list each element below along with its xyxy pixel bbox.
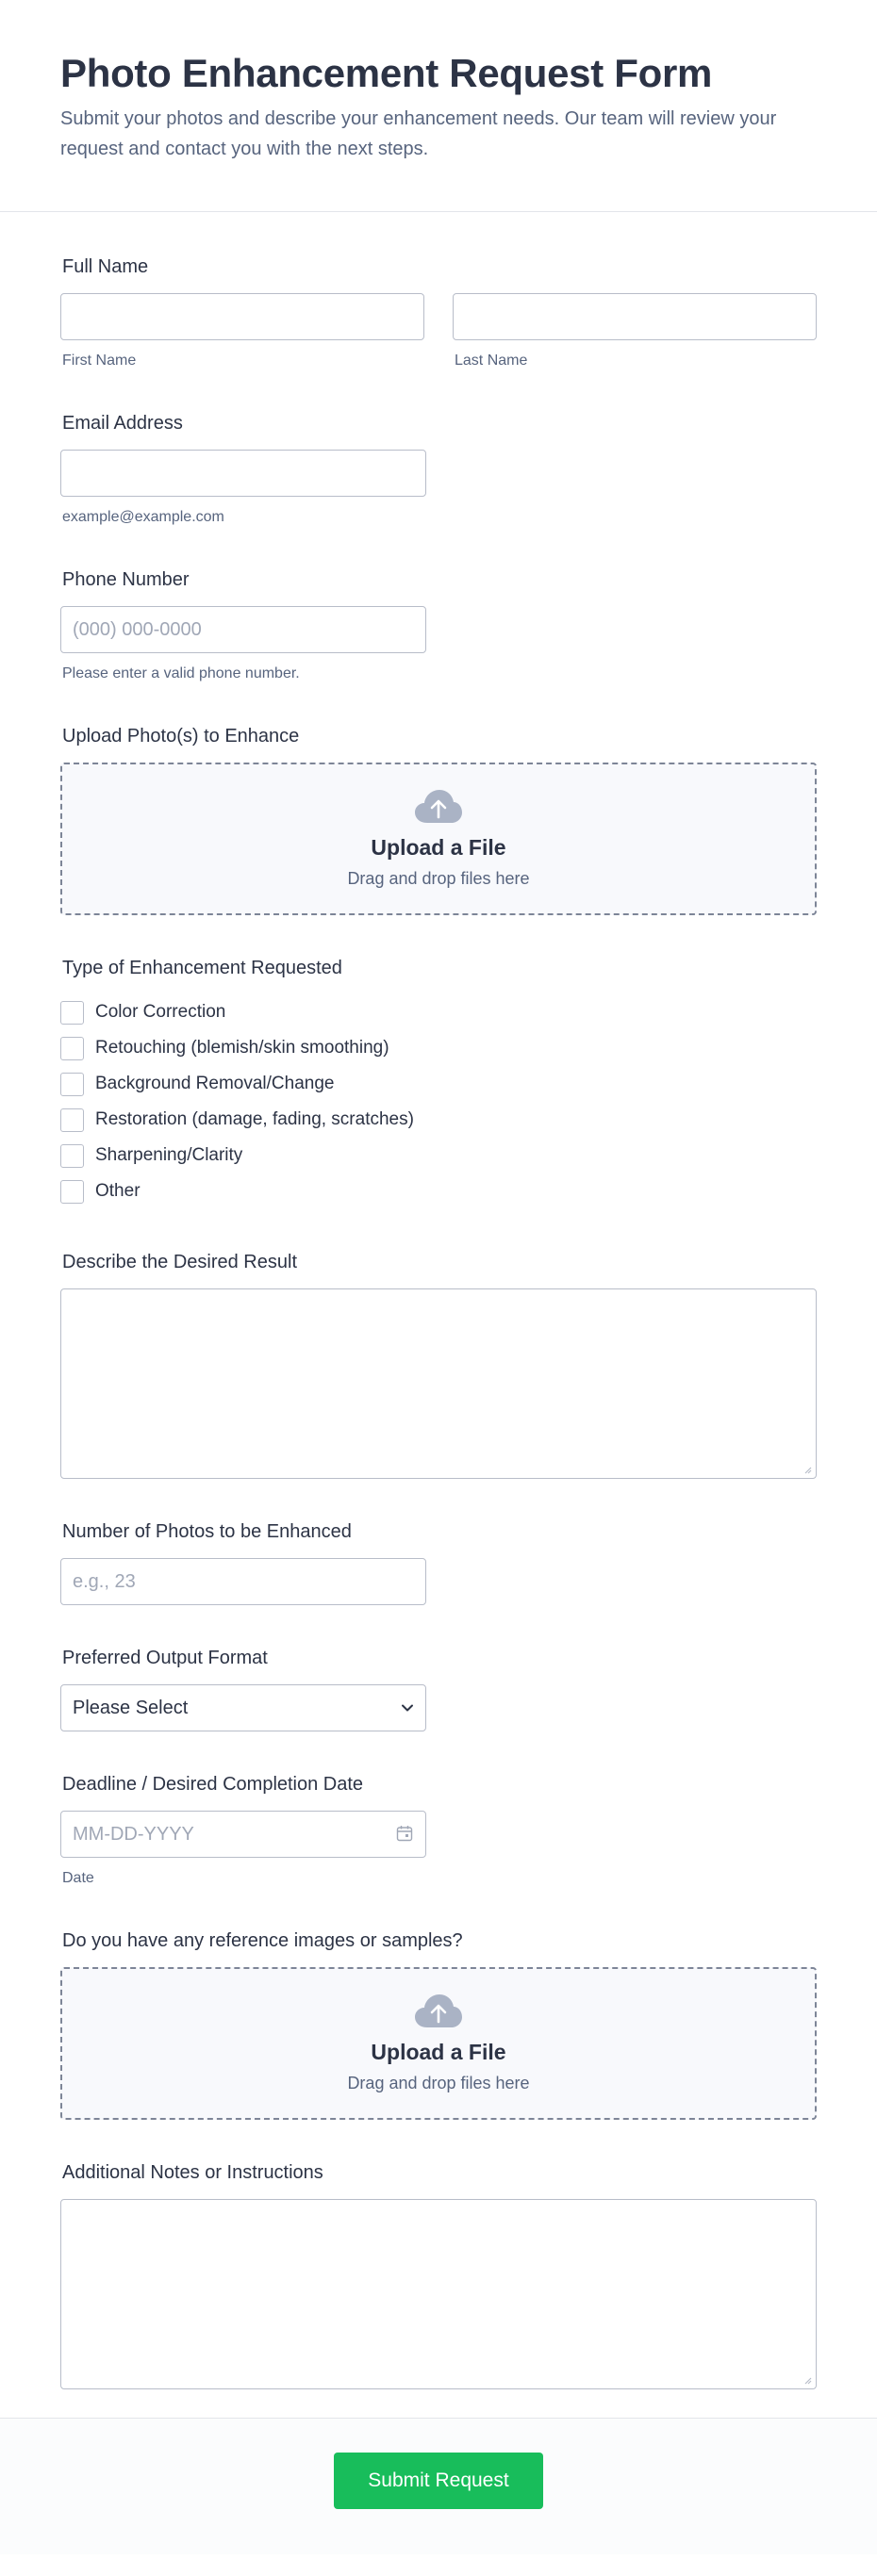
upload-photos-dropzone[interactable] xyxy=(60,763,817,915)
phone-input[interactable] xyxy=(60,606,426,653)
last-name-input[interactable] xyxy=(453,293,817,340)
phone-sublabel: Please enter a valid phone number. xyxy=(62,665,300,681)
upload-photos-label: Upload Photo(s) to Enhance xyxy=(62,726,300,747)
first-name-input[interactable] xyxy=(60,293,424,340)
upload-photos-field xyxy=(60,725,817,915)
checkbox-label: Sharpening/Clarity xyxy=(95,1145,243,1165)
email-wrap xyxy=(60,450,426,527)
phone-field-group xyxy=(60,568,817,683)
reference-upload-subtitle: Drag and drop files here xyxy=(347,2074,530,2092)
form-body xyxy=(0,212,877,2389)
reference-upload-field xyxy=(60,1929,817,2120)
checkbox[interactable] xyxy=(60,1144,84,1168)
calendar-icon[interactable] xyxy=(396,1825,413,1842)
checkbox-option[interactable] xyxy=(60,1030,817,1066)
checkbox-option[interactable] xyxy=(60,1066,817,1102)
first-name-sublabel: First Name xyxy=(62,353,137,369)
phone-wrap xyxy=(60,606,426,683)
output-format-select[interactable] xyxy=(60,1684,426,1731)
reference-upload-title: Upload a File xyxy=(371,2040,506,2064)
notes-textarea[interactable] xyxy=(60,2199,817,2389)
submit-button[interactable]: Submit Request xyxy=(334,2453,543,2509)
checkbox-label: Retouching (blemish/skin smoothing) xyxy=(95,1038,389,1058)
enhancement-type-field xyxy=(60,957,817,1209)
photo-count-wrap xyxy=(60,1558,426,1605)
email-field-group xyxy=(60,412,817,527)
cloud-upload-icon xyxy=(414,1994,463,2029)
checkbox-option[interactable] xyxy=(60,1102,817,1138)
resize-grip-icon[interactable] xyxy=(803,2375,812,2385)
deadline-label: Deadline / Desired Completion Date xyxy=(62,1774,364,1795)
checkbox-option[interactable] xyxy=(60,994,817,1030)
deadline-sublabel: Date xyxy=(62,1870,94,1886)
desired-result-label: Describe the Desired Result xyxy=(62,1252,297,1272)
checkbox[interactable] xyxy=(60,1001,84,1025)
deadline-wrap xyxy=(60,1811,426,1888)
checkbox-label: Other xyxy=(95,1181,141,1201)
desired-result-textarea[interactable] xyxy=(60,1288,817,1479)
deadline-field xyxy=(60,1773,817,1888)
upload-photos-subtitle: Drag and drop files here xyxy=(347,869,530,888)
page-subtitle: Submit your photos and describe your enhancement needs. Our team will review your request and contact you with the next steps. xyxy=(60,108,777,159)
checkbox-label: Color Correction xyxy=(95,1002,226,1022)
photo-count-input[interactable] xyxy=(60,1558,426,1605)
output-format-label: Preferred Output Format xyxy=(62,1648,268,1668)
full-name-row xyxy=(60,293,817,370)
first-name-group xyxy=(60,293,424,370)
checkbox-option[interactable] xyxy=(60,1173,817,1209)
checkbox-label: Background Removal/Change xyxy=(95,1074,335,1093)
last-name-sublabel: Last Name xyxy=(455,353,528,369)
chevron-down-icon xyxy=(401,1701,414,1715)
upload-photos-title: Upload a File xyxy=(371,835,506,860)
cloud-upload-icon xyxy=(414,789,463,825)
email-sublabel: example@example.com xyxy=(62,509,224,525)
full-name-field xyxy=(60,255,817,370)
email-field[interactable] xyxy=(60,450,426,497)
deadline-date-input[interactable] xyxy=(60,1811,426,1858)
notes-field xyxy=(60,2161,817,2389)
page-title: Photo Enhancement Request Form xyxy=(60,51,713,95)
enhancement-type-label: Type of Enhancement Requested xyxy=(62,958,342,978)
checkbox-label: Restoration (damage, fading, scratches) xyxy=(95,1109,414,1129)
checkbox[interactable] xyxy=(60,1073,84,1096)
resize-grip-icon[interactable] xyxy=(803,1465,812,1474)
checkbox-option[interactable] xyxy=(60,1138,817,1173)
checkbox[interactable] xyxy=(60,1180,84,1204)
checkbox[interactable] xyxy=(60,1108,84,1132)
notes-label: Additional Notes or Instructions xyxy=(62,2162,323,2183)
reference-upload-label: Do you have any reference images or samples? xyxy=(62,1930,463,1951)
desired-result-field xyxy=(60,1251,817,1479)
phone-label: Phone Number xyxy=(62,569,190,590)
output-format-selected: Please Select xyxy=(73,1697,189,1718)
checkbox[interactable] xyxy=(60,1037,84,1060)
email-label: Email Address xyxy=(62,413,183,434)
photo-count-label: Number of Photos to be Enhanced xyxy=(62,1521,352,1542)
last-name-group xyxy=(453,293,817,370)
enhancement-checklist xyxy=(60,994,817,1209)
form-footer xyxy=(0,2418,877,2554)
form-header xyxy=(0,0,877,212)
output-format-field xyxy=(60,1647,817,1731)
photo-count-field xyxy=(60,1520,817,1605)
full-name-label: Full Name xyxy=(62,256,149,277)
reference-upload-dropzone[interactable] xyxy=(60,1967,817,2120)
